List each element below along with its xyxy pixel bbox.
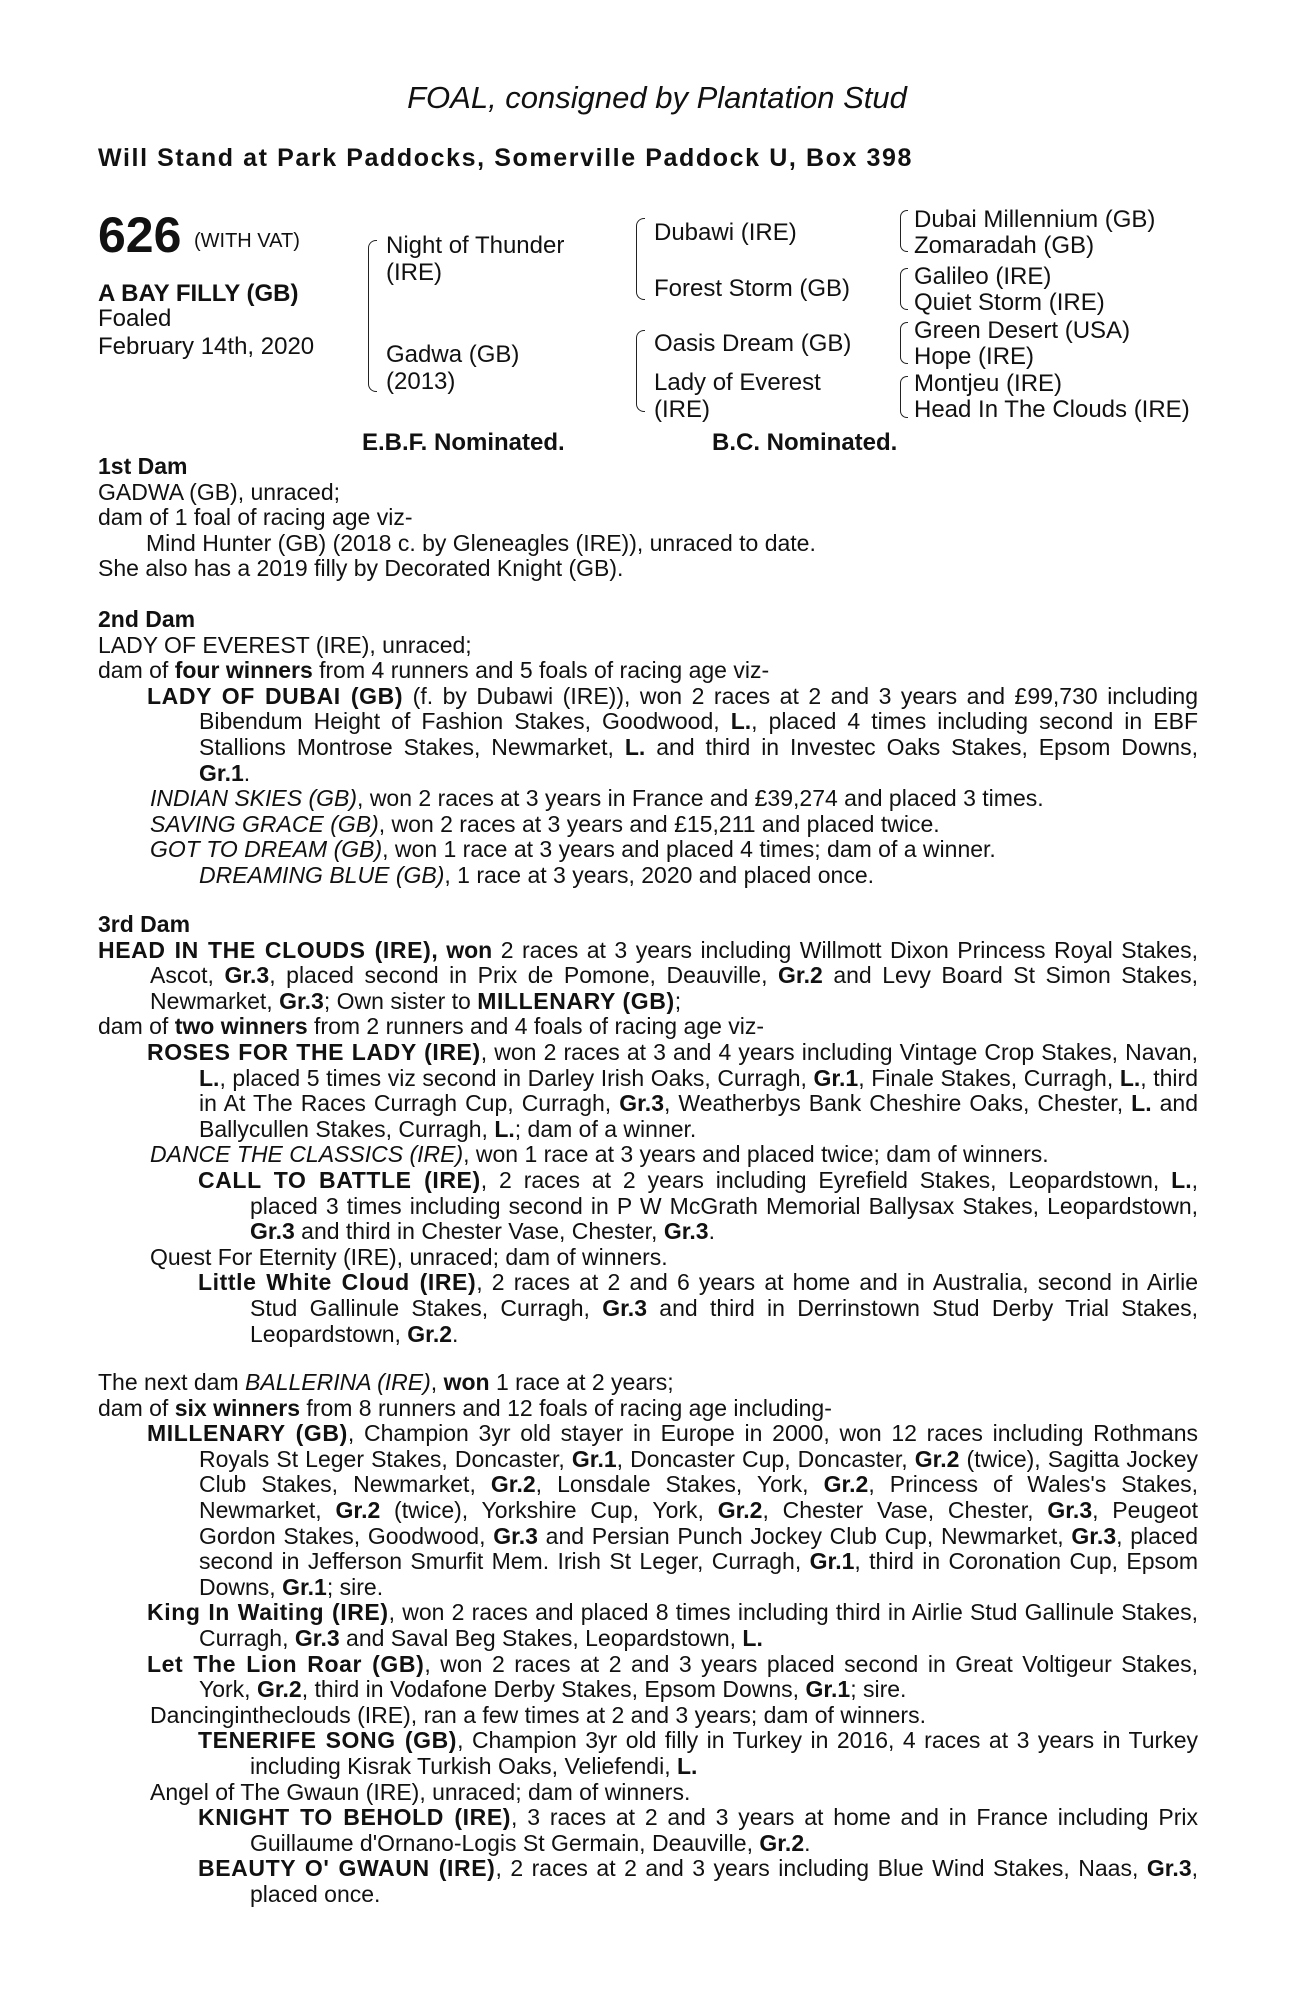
text: , Weatherbys Bank Cheshire Oaks, Chester, — [664, 1090, 1132, 1117]
next-dam-line — [98, 1370, 1198, 1396]
grade: Gr.1 — [809, 1548, 855, 1575]
grade: Gr.2 — [335, 1496, 381, 1523]
text: , Doncaster Cup, Doncaster, — [616, 1445, 915, 1472]
text: dam of — [98, 657, 175, 684]
text: , Lonsdale Stakes, York, — [535, 1471, 824, 1498]
text: from 2 runners and 4 foals of racing age viz- — [307, 1013, 765, 1040]
grade: Gr.1 — [282, 1573, 327, 1600]
third-dam-heading: 3rd Dam — [98, 911, 191, 937]
ssd: Zomaradah (GB) — [914, 232, 1095, 259]
text: 1 race at 2 years; — [489, 1369, 674, 1395]
text: ; dam of a winner. — [514, 1115, 697, 1142]
sdd: Quiet Storm (IRE) — [914, 289, 1105, 316]
third-dam-line — [98, 938, 1198, 1015]
text: , 1 race at 3 years, 2020 and placed once. — [444, 861, 874, 888]
text: dam of — [98, 1394, 175, 1421]
text: and Ballycullen Stakes, Curragh, — [199, 1090, 1199, 1142]
list-item — [98, 1270, 1198, 1347]
horse-name: TENERIFE SONG (GB) — [198, 1727, 458, 1754]
grade: Gr.2 — [914, 1445, 960, 1472]
horse-name: KNIGHT TO BEHOLD (IRE) — [198, 1804, 512, 1831]
text: ; — [674, 987, 682, 1014]
grade: Gr.3 — [294, 1624, 340, 1651]
pedigree-brace — [368, 240, 377, 392]
first-dam-section — [98, 454, 1198, 582]
text: (f. by Dubawi (IRE)), won 2 races at 2 and 3 years and £99,730 including Bibendum Height of Fashion Stakes, Goodwood, — [199, 682, 1198, 735]
text: , placed second in Prix de Pomone, Deauville, — [269, 962, 779, 989]
grade: L. — [730, 708, 752, 735]
text: and third in Chester Vase, Chester, — [294, 1218, 664, 1245]
third-dam-line — [98, 1014, 1198, 1040]
list-item — [98, 684, 1198, 786]
next-dam-section — [98, 1370, 1198, 1907]
horse-name: BALLERINA (IRE) — [245, 1369, 431, 1395]
text: , won 2 races at 3 years in France and £39,274 and placed 3 times. — [357, 785, 1044, 812]
pedigree-brace — [900, 210, 908, 252]
horse-name: King In Waiting (IRE) — [147, 1599, 389, 1626]
list-item — [98, 837, 1198, 863]
grade: Gr.2 — [256, 1676, 302, 1703]
grade: L. — [494, 1115, 515, 1142]
sire-sire: Dubawi (IRE) — [654, 219, 797, 246]
text: from 4 runners and 5 foals of racing age viz- — [312, 657, 770, 684]
text: , 2 races at 2 years including Eyrefield Stakes, Leopardstown, — [480, 1166, 1172, 1193]
dds: Montjeu (IRE) — [914, 370, 1063, 397]
text: , 3 races at 2 and 3 years at home and in France including Prix Guillaume d'Ornano-Logis St Germain, Deauville, — [250, 1804, 1198, 1856]
first-dam-heading: 1st Dam — [98, 453, 188, 479]
text: , Finale Stakes, Curragh, — [858, 1064, 1120, 1091]
text: , third in Vodafone Derby Stakes, Epsom Downs, — [301, 1676, 806, 1703]
text: , placed 4 times including second in EBF Stallions Montrose Stakes, Newmarket, — [199, 708, 1198, 760]
list-item — [98, 1040, 1198, 1142]
list-item — [98, 1805, 1198, 1856]
vat-note: (WITH VAT) — [194, 230, 300, 252]
text: , won 1 race at 3 years and placed 4 times; dam of a winner. — [382, 836, 996, 863]
list-item — [98, 812, 1198, 838]
second-dam-line: LADY OF EVEREST (IRE), unraced; — [98, 631, 472, 658]
bc-nominated: B.C. Nominated. — [712, 429, 898, 456]
grade: Gr.3 — [224, 962, 270, 989]
text: , 2 races at 2 and 6 years at home and in Australia, second in Airlie Stud Gallinule Stakes, Curragh, — [250, 1269, 1198, 1321]
horse-name: BEAUTY O' GWAUN (IRE) — [198, 1855, 496, 1882]
grade: L. — [1131, 1090, 1152, 1117]
dam-sire: Oasis Dream (GB) — [654, 330, 852, 357]
list-item — [98, 863, 1198, 889]
second-dam-section — [98, 607, 1198, 889]
dss: Green Desert (USA) — [914, 317, 1131, 344]
text: , Champion 3yr old filly in Turkey in 2016, 4 races at 3 years in Turkey including Kisrak Turkish Oaks, Veliefendi, — [250, 1727, 1198, 1779]
grade: Gr.2 — [778, 962, 823, 989]
dam-dam-name: Lady of Everest — [654, 369, 821, 396]
text: ; sire. — [326, 1573, 384, 1600]
text: (twice), Yorkshire Cup, York, — [380, 1496, 718, 1523]
text: , won 2 races at 3 years and £15,211 and placed twice. — [378, 810, 940, 837]
horse-name: INDIAN SKIES (GB) — [150, 785, 358, 812]
horse-name: GOT TO DREAM (GB) — [150, 836, 383, 863]
text: , placed once. — [250, 1855, 1199, 1907]
text: and third in Derrinstown Stud Derby Trial Stakes, Leopardstown, — [250, 1294, 1198, 1347]
sire-name: Night of Thunder — [386, 232, 565, 259]
first-dam-line: dam of 1 foal of racing age viz- — [98, 504, 413, 531]
grade: Gr.1 — [813, 1064, 859, 1091]
grade: Gr.1 — [805, 1676, 851, 1703]
grade: Gr.3 — [493, 1522, 538, 1549]
text: and Levy Board St Simon Stakes, Newmarket, — [150, 962, 1198, 1014]
grade: Gr.2 — [490, 1471, 536, 1498]
list-item — [98, 786, 1198, 812]
grade: Gr.3 — [1071, 1522, 1117, 1549]
text: 2 races at 3 years including Willmott Dixon Princess Royal Stakes, Ascot, — [150, 936, 1198, 989]
sds: Galileo (IRE) — [914, 263, 1052, 290]
text: , Champion 3yr old stayer in Europe in 2000, won 12 races including Rothmans Royals St Leger Stakes, Doncaster, — [199, 1420, 1198, 1472]
text: (twice), Sagitta Jockey Club Stakes, Newmarket, — [199, 1445, 1198, 1498]
grade: Gr.3 — [602, 1294, 647, 1321]
dsd: Hope (IRE) — [914, 343, 1035, 370]
text: , won 2 races at 3 and 4 years including Vintage Crop Stakes, Navan, — [480, 1038, 1198, 1065]
text: , placed 3 times including second in P W McGrath Memorial Ballysax Stakes, Leopardstown, — [250, 1166, 1198, 1219]
sire-suffix: (IRE) — [386, 259, 442, 286]
first-dam-foal: Mind Hunter (GB) (2018 c. by Gleneagles (IRE)), unraced to date. — [146, 529, 816, 556]
text: ; sire. — [850, 1676, 907, 1703]
dam-year: (2013) — [386, 368, 456, 395]
pedigree-brace — [900, 322, 908, 364]
text: , third in Coronation Cup, Epsom Downs, — [199, 1548, 1198, 1600]
ebf-nominated: E.B.F. Nominated. — [362, 429, 565, 456]
grade: Gr.3 — [279, 987, 324, 1014]
grade: Gr.2 — [407, 1320, 453, 1347]
winners-count: six winners — [174, 1394, 300, 1421]
list-item — [98, 1168, 1198, 1245]
winners-count: four winners — [174, 657, 313, 684]
horse-name: SAVING GRACE (GB) — [150, 810, 379, 837]
grade: L. — [742, 1624, 763, 1651]
grade: Gr.3 — [663, 1218, 709, 1245]
lot-number: 626 — [98, 207, 182, 263]
first-dam-line: She also has a 2019 filly by Decorated Knight (GB). — [98, 555, 624, 582]
pedigree-brace — [636, 218, 645, 300]
first-dam-line: GADWA (GB), unraced; — [98, 478, 340, 505]
text: ; Own sister to — [323, 987, 478, 1014]
grade: L. — [676, 1752, 698, 1779]
text: , third in At The Races Curragh Cup, Curragh, — [199, 1064, 1198, 1117]
text: , placed second in Jefferson Smurfit Mem. Irish St Leger, Curragh, — [199, 1522, 1198, 1575]
text: , Peugeot Gordon Stakes, Goodwood, — [199, 1496, 1198, 1549]
text: The next dam — [98, 1369, 246, 1395]
text: , won 2 races at 2 and 3 years placed second in Great Voltigeur Stakes, York, — [199, 1650, 1198, 1703]
grade: Gr.2 — [759, 1829, 805, 1856]
third-dam-section — [98, 912, 1198, 1347]
dam-name: Gadwa (GB) — [386, 341, 520, 368]
grade: Gr.2 — [823, 1471, 869, 1498]
second-dam-line — [98, 658, 1198, 684]
sire-dam: Forest Storm (GB) — [654, 275, 851, 302]
horse-name: HEAD IN THE CLOUDS (IRE) — [98, 936, 432, 963]
ddd: Head In The Clouds (IRE) — [914, 396, 1190, 423]
grade: Gr.3 — [1047, 1496, 1093, 1523]
text: won — [443, 1369, 490, 1395]
list-item — [98, 1600, 1198, 1651]
second-dam-heading: 2nd Dam — [98, 606, 196, 632]
list-item: Quest For Eternity (IRE), unraced; dam of winners. — [150, 1243, 668, 1270]
grade: L. — [624, 733, 646, 760]
text: , — [430, 1369, 444, 1395]
text: , placed 5 times viz second in Darley Irish Oaks, Curragh, — [219, 1064, 814, 1091]
grade: Gr.1 — [571, 1445, 617, 1472]
text: , 2 races at 2 and 3 years including Blue Wind Stakes, Naas, — [495, 1855, 1147, 1882]
horse-name: DREAMING BLUE (GB) — [199, 861, 445, 888]
pedigree-brace — [900, 376, 908, 418]
horse-name: ROSES FOR THE LADY (IRE) — [147, 1038, 481, 1065]
list-item — [98, 1856, 1198, 1907]
winners-count: two winners — [174, 1013, 308, 1040]
horse-name: CALL TO BATTLE (IRE) — [198, 1166, 481, 1193]
pedigree-brace — [636, 330, 645, 412]
stand-location: Will Stand at Park Paddocks, Somerville Paddock U, Box 398 — [98, 144, 914, 172]
text: . — [243, 759, 251, 786]
text: , won 1 race at 3 years and placed twice; dam of winners. — [463, 1141, 1049, 1168]
pedigree-brace — [900, 268, 908, 310]
page-title: FOAL, consigned by Plantation Stud — [407, 80, 907, 115]
text: . — [708, 1218, 715, 1245]
foaled-date: February 14th, 2020 — [98, 333, 315, 360]
horse-name: DANCE THE CLASSICS (IRE) — [150, 1141, 464, 1168]
horse-name: LADY OF DUBAI (GB) — [147, 682, 404, 709]
text: , Princess of Wales's Stakes, Newmarket, — [199, 1471, 1199, 1523]
lot-name: A BAY FILLY (GB) — [98, 280, 299, 307]
grade: Gr.3 — [250, 1218, 295, 1245]
list-item — [98, 1421, 1198, 1600]
text: and Saval Beg Stakes, Leopardstown, — [339, 1624, 743, 1651]
list-item — [98, 1652, 1198, 1703]
text: , Chester Vase, Chester, — [762, 1496, 1048, 1523]
foaled-label: Foaled — [98, 305, 172, 332]
horse-name: Let The Lion Roar (GB) — [147, 1650, 425, 1677]
grade: Gr.3 — [619, 1090, 664, 1117]
horse-name: Little White Cloud (IRE) — [198, 1269, 477, 1296]
text: , won 2 races and placed 8 times including third in Airlie Stud Gallinule Stakes, Curragh, — [199, 1599, 1198, 1651]
grade: Gr.1 — [199, 759, 244, 786]
text: and Persian Punch Jockey Club Cup, Newmarket, — [537, 1522, 1072, 1549]
grade: L. — [1119, 1064, 1141, 1091]
list-item — [98, 1142, 1198, 1168]
horse-name: MILLENARY (GB) — [147, 1420, 348, 1447]
text: . — [804, 1829, 811, 1856]
grade: Gr.3 — [1146, 1855, 1192, 1882]
text: and third in Investec Oaks Stakes, Epsom Downs, — [645, 733, 1198, 760]
sss: Dubai Millennium (GB) — [914, 206, 1156, 233]
grade: Gr.2 — [717, 1496, 763, 1523]
text: from 8 runners and 12 foals of racing age including- — [300, 1394, 832, 1421]
text: dam of — [98, 1013, 175, 1040]
list-item: Dancingintheclouds (IRE), ran a few times at 2 and 3 years; dam of winners. — [150, 1701, 926, 1728]
next-dam-line — [98, 1396, 1198, 1422]
horse-name: MILLENARY (GB) — [477, 987, 675, 1014]
grade: L. — [199, 1064, 220, 1091]
text: . — [452, 1320, 459, 1347]
list-item: Angel of The Gwaun (IRE), unraced; dam of winners. — [150, 1778, 691, 1805]
dam-dam-suffix: (IRE) — [654, 396, 710, 423]
grade: L. — [1171, 1166, 1192, 1193]
text: , won — [431, 936, 493, 963]
list-item — [98, 1728, 1198, 1779]
